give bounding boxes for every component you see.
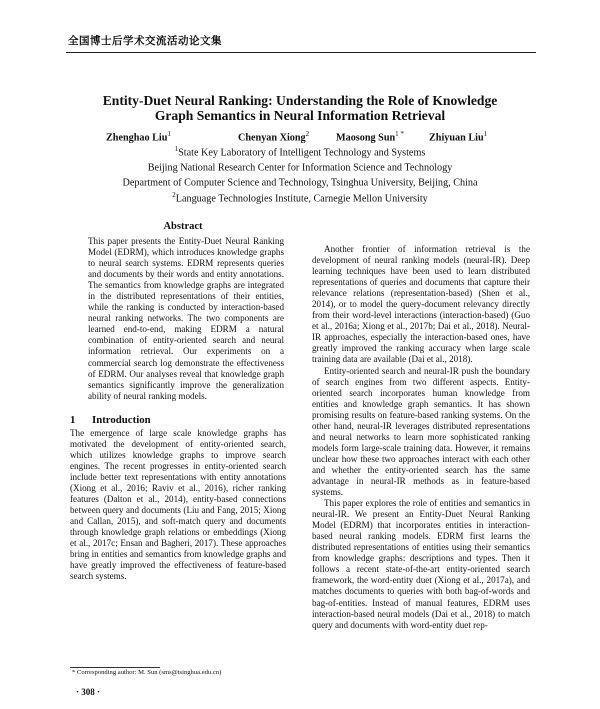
affiliation: Beijing National Research Center for Information Science and Technology [147, 162, 453, 174]
abstract-heading: Abstract [163, 221, 203, 232]
introduction-body [70, 428, 286, 583]
abstract-text: This paper presents the Entity-Duet Neural Ranking Model (EDRM), which introduces knowledge graphs to neural search systems. EDRM represents queries and documents by their words and entity annotations. The semantics from knowledge graphs are integrated in the distributed representations of their entities, while the ranking is conducted by interaction-based neural ranking networks. The two components are learned end-to-end, making EDRM a natural combination of entity-oriented search and neural information retrieval. Our experiments on a commercial search log demonstrate the effectiveness of EDRM. Our analyses reveal that knowledge graph semantics significantly improve the generalization ability of neural ranking models. [88, 236, 284, 401]
affiliation: $^2$Language Technologies Institute, Carnegie Mellon University [172, 190, 428, 204]
affiliation: $^1$State Key Laboratory of Intelligent Technology and Systems [174, 145, 426, 159]
author: Maosong Sun$^{1 *}$ [336, 130, 404, 144]
affiliation: Department of Computer Science and Technology, Tsinghua University, Beijing, China [122, 177, 478, 189]
section-title: Introduction [92, 413, 151, 426]
right-column-body [312, 244, 530, 631]
footnote-rule [70, 667, 160, 668]
author-list [60, 130, 540, 144]
author: Zhiyuan Liu$^1$ [429, 130, 488, 144]
author: Chenyan Xiong$^2$ [238, 130, 310, 144]
header-rule [66, 52, 536, 53]
footnote: * Corresponding author: M. Sun (sms@tsinghua.edu.cn) [72, 669, 222, 676]
paragraph: The emergence of large scale knowledge graphs has motivated the development of entity-oriented search, which utilizes knowledge graphs to improve search engines. The recent progresses in entity-oriented search include better text representations with entity annotations (Xiong et al., 2016; Raviv et al., 2016), richer ranking features (Dalton et al., 2014), entity-based connections between query and documents (Liu and Fang, 2015; Xiong and Callan, 2015), and soft-match query and documents through knowledge graph relations or embeddings (Xiong et al., 2017c; Ensan and Bagheri, 2017). These approaches bring in entities and semantics from knowledge graphs and have greatly improved the effectiveness of feature-based search systems. [70, 427, 286, 582]
title-line-2: Graph Semantics in Neural Information Retrieval [154, 108, 446, 123]
paragraph: Another frontier of information retrieval is the development of neural ranking models (neural-IR). Deep learning techniques have been used to learn distributed representations of queries and documents that capture their relevance relations (representation-based) (Shen et al., 2014), or to model the query-document relevancy directly from their word-level interactions (interaction-based) (Guo et al., 2016a; Xiong et al., 2017b; Dai et al., 2018). Neural-IR approaches, especially the interaction-based ones, have greatly improved the ranking accuracy when large scale training data are available (Dai et al., 2018). [312, 244, 530, 365]
paper-title [60, 93, 540, 123]
page-number: · 308 · [76, 687, 101, 697]
left-column [70, 220, 286, 582]
section-number: 1 [70, 413, 76, 426]
paragraph: Entity-oriented search and neural-IR push the boundary of search engines from two different aspects. Entity-oriented search incorporates human knowledge from entities and knowledge graph semantics. It has shown promising results on feature-based ranking systems. On the other hand, neural-IR leverages distributed representations and neural networks to learn more sophisticated ranking models form large-scale training data. However, it remains unclear how these two approaches interact with each other and whether the entity-oriented search has the same advantage in neural-IR methods as in feature-based systems. [312, 365, 530, 498]
right-column [312, 244, 530, 631]
running-header: 全国博士后学术交流活动论文集 [68, 36, 222, 47]
affiliations [60, 144, 540, 205]
paragraph: This paper explores the role of entities and semantics in neural-IR. We present an Entity-Duet Neural Ranking Model (EDRM) that incorporates entities in interaction-based neural ranking models. EDRM first learns the distributed representations of entities using their semantics from knowledge graphs: descriptions and types. Then it follows a recent state-of-the-art entity-oriented search framework, the word-entity duet (Xiong et al., 2017a), and matches documents to queries with both bag-of-words and bag-of-entities. Instead of manual features, EDRM uses interaction-based neural models (Dai et al., 2018) to match query and documents with word-entity duet rep- [312, 498, 530, 630]
title-line-1: Entity-Duet Neural Ranking: Understanding the Role of Knowledge [102, 93, 498, 108]
author: Zhenghao Liu$^1$ [106, 130, 171, 144]
introduction-heading [70, 412, 286, 428]
